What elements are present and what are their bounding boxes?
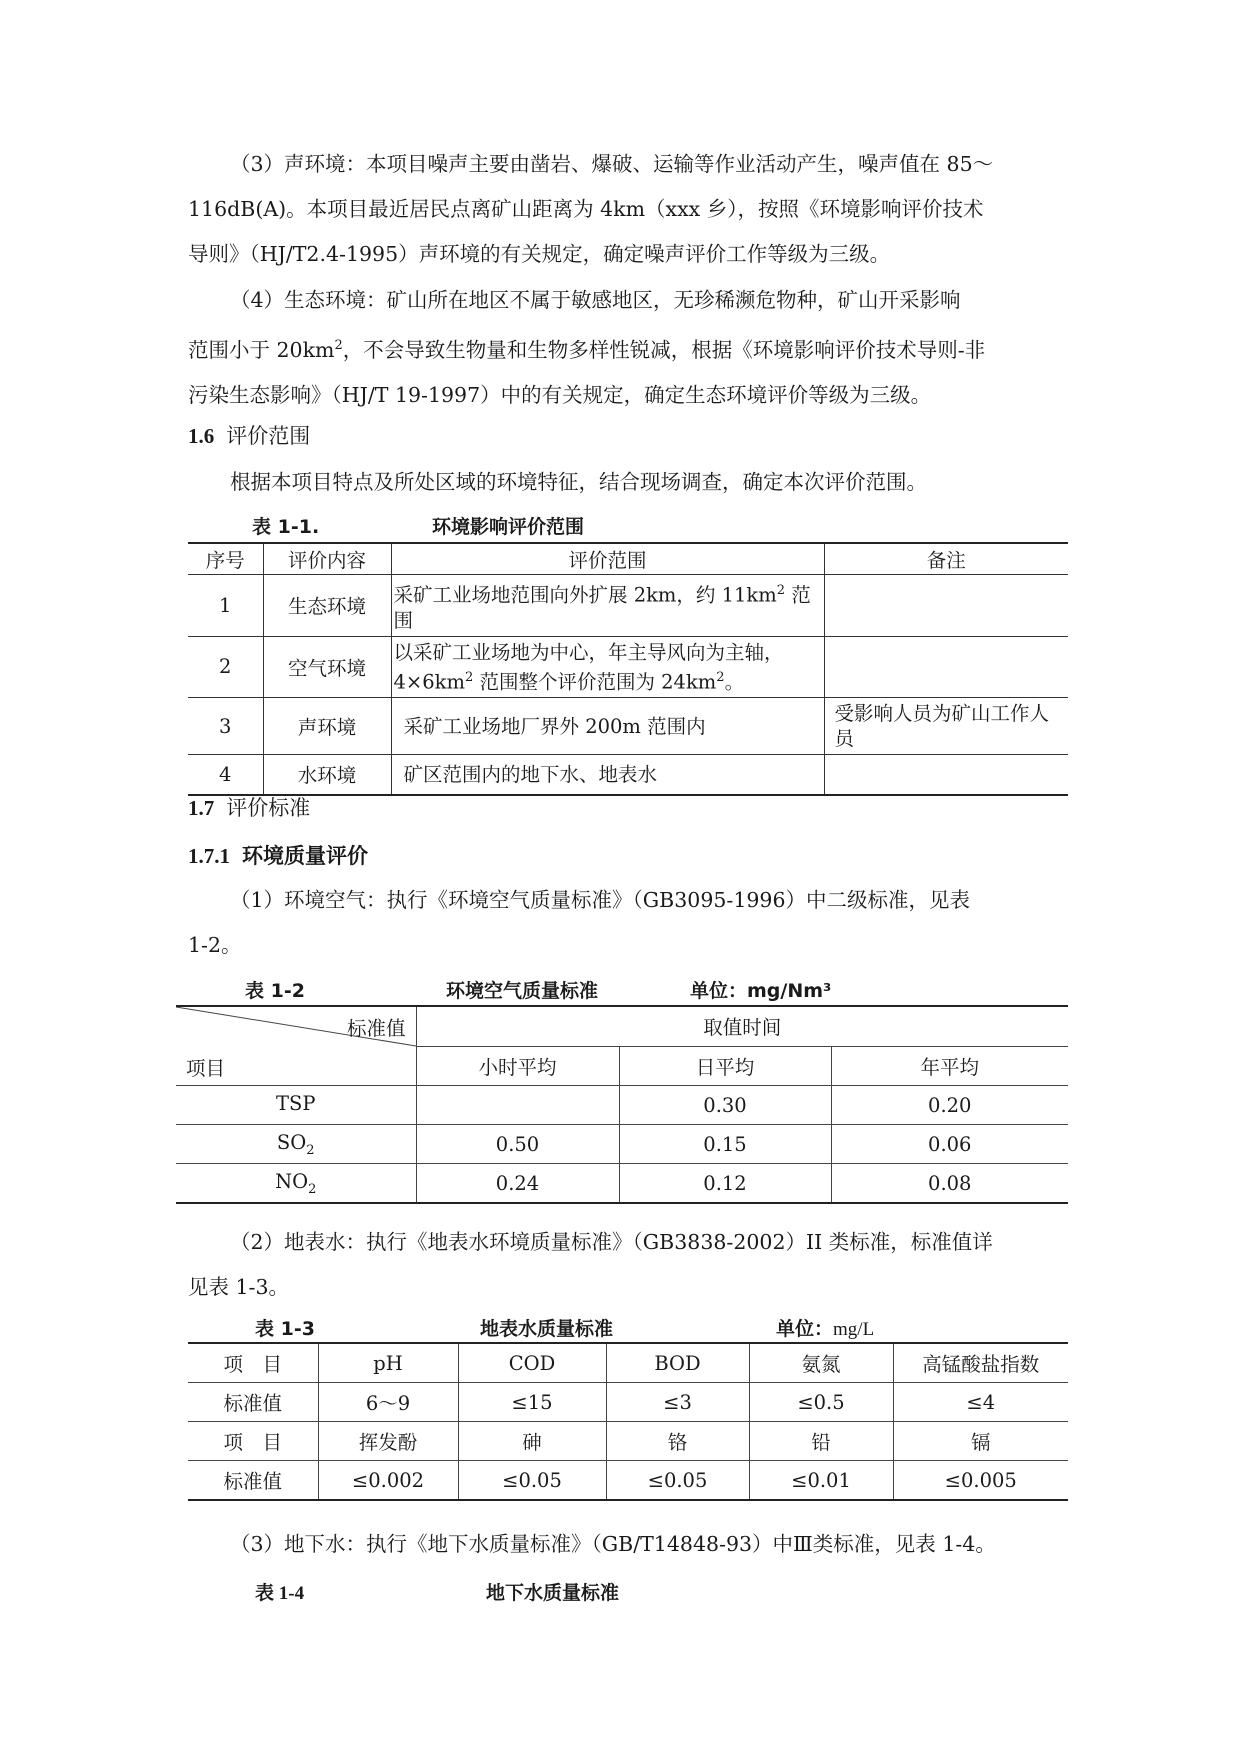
table-cell xyxy=(824,755,1068,795)
paragraph-ecology xyxy=(188,278,1058,418)
section-number: 1.6 xyxy=(188,424,215,448)
table-cell: 0.30 xyxy=(619,1086,831,1125)
table-caption-1-2: 表 1-2 xyxy=(245,980,305,1002)
table-cell: 以采矿工业场地为中心，年主导风向为主轴，$4\times 6km^2$ 范围整个评价范围为 $24km^2$。 xyxy=(391,636,824,698)
table-caption-unit-1-2: 单位：mg/Nm³ xyxy=(690,980,832,1002)
table-cell: 0.06 xyxy=(831,1125,1068,1164)
table-cell: 铬 xyxy=(606,1422,749,1461)
text-line: （1）环境空气：执行《环境空气质量标准》（GB3095-1996）中二级标准，见表 xyxy=(230,888,971,912)
table-row xyxy=(176,1086,1068,1125)
table-caption-title-1-1: 环境影响评价范围 xyxy=(432,516,585,538)
table-cell: ≤0.01 xyxy=(749,1461,893,1501)
table-cell: 0.08 xyxy=(831,1164,1068,1204)
table-cell: 3 xyxy=(188,698,263,755)
table-cell xyxy=(824,636,1068,698)
table-cell: 采矿工业场地范围向外扩展 2km，约 $11km^2$ 范围 xyxy=(391,575,824,637)
table-cell: 矿区范围内的地下水、地表水 xyxy=(391,755,824,795)
diagonal-header-cell xyxy=(176,1006,416,1086)
text-line: 污染生态影响》（HJ/T 19-1997）中的有关规定，确定生态环境评价等级为三级。 xyxy=(188,382,932,407)
table-cell: 高锰酸盐指数 xyxy=(893,1343,1068,1383)
table-cell: 0.20 xyxy=(831,1086,1068,1125)
diag-top-label: 标准值 xyxy=(346,1017,406,1040)
table-header-row xyxy=(188,543,1068,575)
paragraph-surface-water xyxy=(188,1220,1058,1310)
paragraph-air xyxy=(188,878,1058,968)
table-cell: 项 目 xyxy=(188,1422,318,1461)
table-caption-unit-1-3: 单位：mg/L xyxy=(776,1318,875,1340)
table-cell: 生态环境 xyxy=(263,575,391,637)
table-cell: 采矿工业场地厂界外 200m 范围内 xyxy=(391,698,824,755)
table-caption-1-4: 表 1-4 xyxy=(255,1583,305,1604)
air-quality-table xyxy=(176,1005,1068,1204)
table-row xyxy=(188,636,1068,698)
superscript: 2 xyxy=(334,338,343,353)
section-number: 1.7.1 xyxy=(188,844,230,868)
table-caption-title-1-3: 地表水质量标准 xyxy=(480,1318,614,1340)
table-cell: 0.15 xyxy=(619,1125,831,1164)
text-line: ，不会导致生物量和生物多样性锐减，根据《环境影响评价技术导则-非 xyxy=(342,337,986,362)
caption-number: 表 1-1. xyxy=(252,516,320,538)
section-heading-1-7 xyxy=(188,792,310,822)
table-row xyxy=(188,698,1068,755)
column-header: 日平均 xyxy=(619,1046,831,1086)
row-label: TSP xyxy=(176,1086,416,1125)
text-line: 116dB(A)。本项目最近居民点离矿山距离为 4km（xxx 乡），按照《环境影响评价技术 xyxy=(188,197,984,221)
row-label: $NO_2$ xyxy=(275,1169,317,1197)
table-cell: 砷 xyxy=(458,1422,606,1461)
table-row xyxy=(188,1422,1068,1461)
text-line: 1-2。 xyxy=(188,933,242,957)
diag-bottom-label: 项目 xyxy=(186,1057,226,1080)
table-cell: ≤4 xyxy=(893,1383,1068,1422)
table-cell: 6～9 xyxy=(318,1383,458,1422)
table-row xyxy=(188,1343,1068,1383)
table-cell: BOD xyxy=(606,1343,749,1383)
text-line: （3）地下水：执行《地下水质量标准》（GB/T14848-93）中Ⅲ类标准，见表 1-4。 xyxy=(230,1532,996,1556)
section-heading-1-6 xyxy=(188,420,310,450)
table-cell: 标准值 xyxy=(188,1383,318,1422)
table-cell: 受影响人员为矿山工作人员 xyxy=(824,698,1068,755)
table-cell: 氨氮 xyxy=(749,1343,893,1383)
paragraph-groundwater xyxy=(188,1522,1068,1567)
table-cell: 挥发酚 xyxy=(318,1422,458,1461)
table-row xyxy=(176,1125,1068,1164)
table-cell xyxy=(416,1086,619,1125)
table-cell: 项 目 xyxy=(188,1343,318,1383)
section-title: 评价标准 xyxy=(226,796,311,820)
text-line: 根据本项目特点及所处区域的环境特征，结合现场调查，确定本次评价范围。 xyxy=(230,470,927,494)
evaluation-scope-table xyxy=(188,542,1068,796)
table-cell: pH xyxy=(318,1343,458,1383)
table-caption-1-1 xyxy=(252,512,319,539)
text-line: 导则》（HJ/T2.4-1995）声环境的有关规定，确定噪声评价工作等级为三级。 xyxy=(188,242,891,266)
table-row xyxy=(188,575,1068,637)
table-cell: ≤0.005 xyxy=(893,1461,1068,1501)
table-cell: 0.12 xyxy=(619,1164,831,1204)
table-cell: 标准值 xyxy=(188,1461,318,1501)
table-caption-title-1-2: 环境空气质量标准 xyxy=(446,980,599,1002)
table-row xyxy=(188,1461,1068,1501)
table-cell: COD xyxy=(458,1343,606,1383)
table-cell: ≤0.002 xyxy=(318,1461,458,1501)
text-line: （4）生态环境：矿山所在地区不属于敏感地区，无珍稀濒危物种，矿山开采影响 xyxy=(230,288,961,312)
table-cell: 1 xyxy=(188,575,263,637)
table-row xyxy=(176,1164,1068,1204)
column-header: 年平均 xyxy=(831,1046,1068,1086)
table-cell: 2 xyxy=(188,636,263,698)
text-line: （3）声环境：本项目噪声主要由凿岩、爆破、运输等作业活动产生，噪声值在 85～ xyxy=(230,152,994,176)
section-heading-1-7-1 xyxy=(188,840,368,870)
table-cell: 0.50 xyxy=(416,1125,619,1164)
table-cell: ≤0.5 xyxy=(749,1383,893,1422)
column-header: 备注 xyxy=(824,543,1068,575)
section-title: 环境质量评价 xyxy=(242,844,368,868)
column-header: 评价内容 xyxy=(263,543,391,575)
table-caption-1-3: 表 1-3 xyxy=(255,1318,315,1340)
table-cell: 空气环境 xyxy=(263,636,391,698)
table-cell: 4 xyxy=(188,755,263,795)
table-cell: 铅 xyxy=(749,1422,893,1461)
surface-water-table xyxy=(188,1342,1068,1501)
group-header: 取值时间 xyxy=(416,1006,1068,1046)
section-title: 评价范围 xyxy=(226,424,311,448)
table-cell xyxy=(824,575,1068,637)
table-cell: ≤0.05 xyxy=(606,1461,749,1501)
text-line: 见表 1-3。 xyxy=(188,1275,290,1299)
text-line: （2）地表水：执行《地表水环境质量标准》（GB3838-2002）II 类标准，标准值详 xyxy=(230,1230,993,1254)
table-cell: 水环境 xyxy=(263,755,391,795)
text-line: 范围小于 20km xyxy=(188,337,335,362)
paragraph-noise xyxy=(188,142,1058,277)
table-cell: ≤0.05 xyxy=(458,1461,606,1501)
table-cell: 0.24 xyxy=(416,1164,619,1204)
table-caption-title-1-4: 地下水质量标准 xyxy=(486,1582,620,1604)
column-header: 小时平均 xyxy=(416,1046,619,1086)
table-row xyxy=(188,1383,1068,1422)
table-cell: ≤3 xyxy=(606,1383,749,1422)
table-cell: ≤15 xyxy=(458,1383,606,1422)
table-cell: 镉 xyxy=(893,1422,1068,1461)
table-cell: 声环境 xyxy=(263,698,391,755)
table-row xyxy=(188,755,1068,795)
row-label: $SO_2$ xyxy=(176,1125,416,1164)
column-header: 评价范围 xyxy=(391,543,824,575)
column-header: 序号 xyxy=(188,543,263,575)
paragraph-scope xyxy=(188,460,1058,505)
section-number: 1.7 xyxy=(188,796,215,820)
